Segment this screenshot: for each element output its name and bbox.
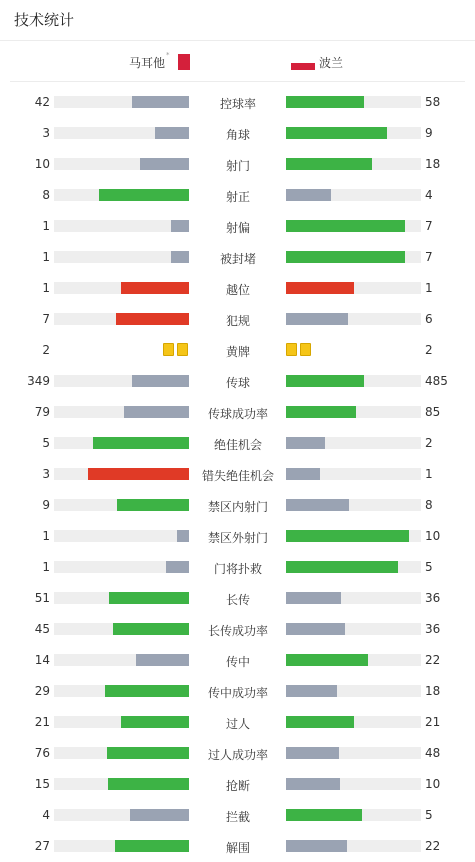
home-value: 1 (42, 219, 50, 233)
away-value: 18 (425, 684, 441, 698)
home-bar-track (54, 840, 189, 852)
away-value: 10 (425, 777, 441, 791)
away-value: 21 (425, 715, 441, 729)
home-bar-track (54, 158, 189, 170)
home-bar-track (54, 313, 189, 325)
away-bar-fill (286, 406, 356, 418)
away-bar-track (286, 189, 421, 201)
stat-label: 绝佳机会 (213, 438, 262, 452)
away-bar-track (286, 623, 421, 635)
away-bar-fill (286, 747, 339, 759)
away-bar-track (286, 685, 421, 697)
away-bar-track (286, 499, 421, 511)
away-bar-fill (286, 375, 364, 387)
away-bar-track (286, 716, 421, 728)
home-bar-track (54, 592, 189, 604)
home-bar-fill (117, 499, 189, 511)
stat-label: 抢断 (225, 779, 250, 793)
stat-row (0, 87, 475, 118)
stat-row (0, 397, 475, 428)
home-value: 1 (42, 250, 50, 264)
home-bar-track (54, 189, 189, 201)
away-value: 4 (425, 188, 433, 202)
stat-label: 拦截 (225, 810, 250, 824)
page-title: 技术统计 (0, 0, 475, 41)
yellow-card-icon (163, 343, 174, 356)
away-bar-fill (286, 654, 368, 666)
home-bar-track (54, 127, 189, 139)
home-bar-track (54, 685, 189, 697)
away-bar-fill (286, 189, 331, 201)
stat-label: 传球 (225, 376, 250, 390)
home-bar-fill (155, 127, 189, 139)
home-value: 15 (34, 777, 50, 791)
home-bar-track (54, 778, 189, 790)
stats-list (0, 87, 475, 862)
away-bar-fill (286, 96, 364, 108)
stat-label: 长传 (225, 593, 250, 607)
away-bar-fill (286, 530, 409, 542)
home-bar-fill (108, 778, 189, 790)
home-bar-fill (113, 623, 189, 635)
home-value: 9 (42, 498, 50, 512)
away-bar-track (286, 592, 421, 604)
stat-row (0, 366, 475, 397)
stat-row (0, 118, 475, 149)
home-bar-track (54, 406, 189, 418)
stat-label: 长传成功率 (207, 624, 268, 638)
home-value: 5 (42, 436, 50, 450)
away-bar-track (286, 809, 421, 821)
away-value: 9 (425, 126, 433, 140)
home-value: 10 (34, 157, 50, 171)
stat-label: 角球 (225, 128, 250, 142)
stat-row (0, 304, 475, 335)
away-bar-fill (286, 685, 337, 697)
stat-label: 过人 (225, 717, 250, 731)
away-yellow-cards (286, 343, 311, 356)
away-bar-track (286, 406, 421, 418)
away-bar-fill (286, 220, 405, 232)
home-bar-track (54, 809, 189, 821)
stat-row (0, 769, 475, 800)
away-bar-track (286, 96, 421, 108)
away-value: 1 (425, 281, 433, 295)
home-bar-fill (116, 313, 189, 325)
home-value: 2 (42, 343, 50, 357)
home-yellow-cards (163, 343, 188, 356)
home-value: 4 (42, 808, 50, 822)
home-bar-track (54, 96, 189, 108)
home-value: 1 (42, 281, 50, 295)
home-value: 3 (42, 126, 50, 140)
stat-row (0, 180, 475, 211)
away-value: 22 (425, 653, 441, 667)
away-value: 7 (425, 219, 433, 233)
away-bar-fill (286, 499, 349, 511)
home-bar-fill (132, 375, 189, 387)
home-bar-fill (171, 220, 189, 232)
away-bar-fill (286, 468, 320, 480)
away-bar-track (286, 282, 421, 294)
stat-label: 传中成功率 (207, 686, 268, 700)
stat-row (0, 335, 475, 366)
away-bar-track (286, 840, 421, 852)
away-bar-track (286, 127, 421, 139)
away-value: 85 (425, 405, 441, 419)
away-bar-fill (286, 437, 325, 449)
home-bar-track (54, 437, 189, 449)
home-bar-track (54, 716, 189, 728)
home-bar-track (54, 623, 189, 635)
away-bar-track (286, 313, 421, 325)
away-value: 8 (425, 498, 433, 512)
away-value: 58 (425, 95, 441, 109)
away-bar-track (286, 220, 421, 232)
away-bar-fill (286, 840, 347, 852)
away-bar-fill (286, 282, 354, 294)
home-flag-icon (178, 54, 190, 70)
home-value: 29 (34, 684, 50, 698)
stat-label: 错失绝佳机会 (201, 469, 274, 483)
stat-row (0, 614, 475, 645)
home-bar-fill (121, 716, 189, 728)
teams-header (10, 41, 465, 82)
home-value: 8 (42, 188, 50, 202)
home-value: 3 (42, 467, 50, 481)
away-team-name[interactable]: 波兰 (319, 56, 344, 70)
stat-row (0, 800, 475, 831)
home-bar-track (54, 654, 189, 666)
away-value: 1 (425, 467, 433, 481)
home-bar-fill (93, 437, 189, 449)
away-value: 2 (425, 343, 433, 357)
home-bar-track (54, 468, 189, 480)
home-bar-fill (124, 406, 189, 418)
stat-label: 禁区内射门 (207, 500, 268, 514)
stat-label: 射正 (225, 190, 250, 204)
yellow-card-icon (177, 343, 188, 356)
away-bar-track (286, 530, 421, 542)
home-bar-track (54, 282, 189, 294)
away-value: 7 (425, 250, 433, 264)
away-bar-track (286, 561, 421, 573)
stat-row (0, 273, 475, 304)
home-value: 7 (42, 312, 50, 326)
stat-label: 越位 (225, 283, 250, 297)
away-bar-fill (286, 561, 398, 573)
stat-label: 被封堵 (219, 252, 256, 266)
home-value: 349 (27, 374, 50, 388)
home-bar-fill (88, 468, 189, 480)
stat-row (0, 149, 475, 180)
away-bar-fill (286, 716, 354, 728)
away-bar-track (286, 654, 421, 666)
away-bar-fill (286, 313, 348, 325)
away-value: 48 (425, 746, 441, 760)
stat-row (0, 738, 475, 769)
away-bar-track (286, 375, 421, 387)
home-value: 79 (34, 405, 50, 419)
stat-label: 黄牌 (225, 345, 250, 359)
home-team-name[interactable]: 马耳他 (128, 56, 165, 70)
home-value: 21 (34, 715, 50, 729)
stat-row (0, 707, 475, 738)
home-value: 14 (34, 653, 50, 667)
away-value: 6 (425, 312, 433, 326)
away-bar-fill (286, 251, 405, 263)
away-value: 485 (425, 374, 448, 388)
away-bar-track (286, 468, 421, 480)
away-bar-track (286, 778, 421, 790)
home-value: 45 (34, 622, 50, 636)
home-bar-track (54, 251, 189, 263)
away-bar-track (286, 747, 421, 759)
home-bar-fill (109, 592, 189, 604)
home-value: 51 (34, 591, 50, 605)
stat-label: 射偏 (225, 221, 250, 235)
home-bar-fill (140, 158, 189, 170)
stat-label: 门将扑救 (213, 562, 262, 576)
home-bar-track (54, 530, 189, 542)
stat-row (0, 552, 475, 583)
home-bar-fill (105, 685, 189, 697)
home-value: 1 (42, 560, 50, 574)
home-bar-fill (130, 809, 189, 821)
stat-row (0, 490, 475, 521)
stat-row (0, 645, 475, 676)
home-value: 27 (34, 839, 50, 853)
stat-label: 传中 (225, 655, 250, 669)
stat-label: 犯规 (225, 314, 250, 328)
stat-label: 传球成功率 (207, 407, 268, 421)
away-value: 36 (425, 622, 441, 636)
home-value: 76 (34, 746, 50, 760)
stat-row (0, 831, 475, 862)
away-value: 5 (425, 560, 433, 574)
home-bar-track (54, 499, 189, 511)
home-bar-fill (132, 96, 189, 108)
home-bar-fill (121, 282, 189, 294)
home-value: 1 (42, 529, 50, 543)
away-bar-track (286, 251, 421, 263)
away-bar-fill (286, 623, 345, 635)
away-flag-icon (291, 62, 315, 70)
stat-label: 禁区外射门 (207, 531, 268, 545)
away-bar-fill (286, 127, 387, 139)
home-bar-track (54, 747, 189, 759)
stat-label: 解围 (225, 841, 250, 855)
home-team-marker: * (166, 51, 170, 59)
away-bar-track (286, 158, 421, 170)
away-value: 36 (425, 591, 441, 605)
away-value: 2 (425, 436, 433, 450)
stat-label: 射门 (225, 159, 250, 173)
stat-row (0, 521, 475, 552)
stat-row (0, 242, 475, 273)
stat-row (0, 459, 475, 490)
stat-label: 控球率 (219, 97, 256, 111)
home-bar-track (54, 561, 189, 573)
yellow-card-icon (300, 343, 311, 356)
stat-row (0, 211, 475, 242)
home-bar-track (54, 220, 189, 232)
away-bar-track (286, 437, 421, 449)
home-bar-fill (107, 747, 189, 759)
home-bar-track (54, 375, 189, 387)
stat-row (0, 428, 475, 459)
stat-row (0, 583, 475, 614)
stat-label: 过人成功率 (207, 748, 268, 762)
away-value: 5 (425, 808, 433, 822)
home-bar-fill (115, 840, 189, 852)
home-value: 42 (34, 95, 50, 109)
yellow-card-icon (286, 343, 297, 356)
home-bar-fill (166, 561, 189, 573)
away-value: 10 (425, 529, 441, 543)
away-value: 22 (425, 839, 441, 853)
away-bar-fill (286, 778, 340, 790)
home-bar-fill (136, 654, 189, 666)
away-bar-fill (286, 592, 341, 604)
stat-row (0, 676, 475, 707)
away-bar-fill (286, 158, 372, 170)
home-bar-fill (171, 251, 189, 263)
away-bar-fill (286, 809, 362, 821)
away-value: 18 (425, 157, 441, 171)
home-bar-fill (99, 189, 189, 201)
home-bar-fill (177, 530, 189, 542)
